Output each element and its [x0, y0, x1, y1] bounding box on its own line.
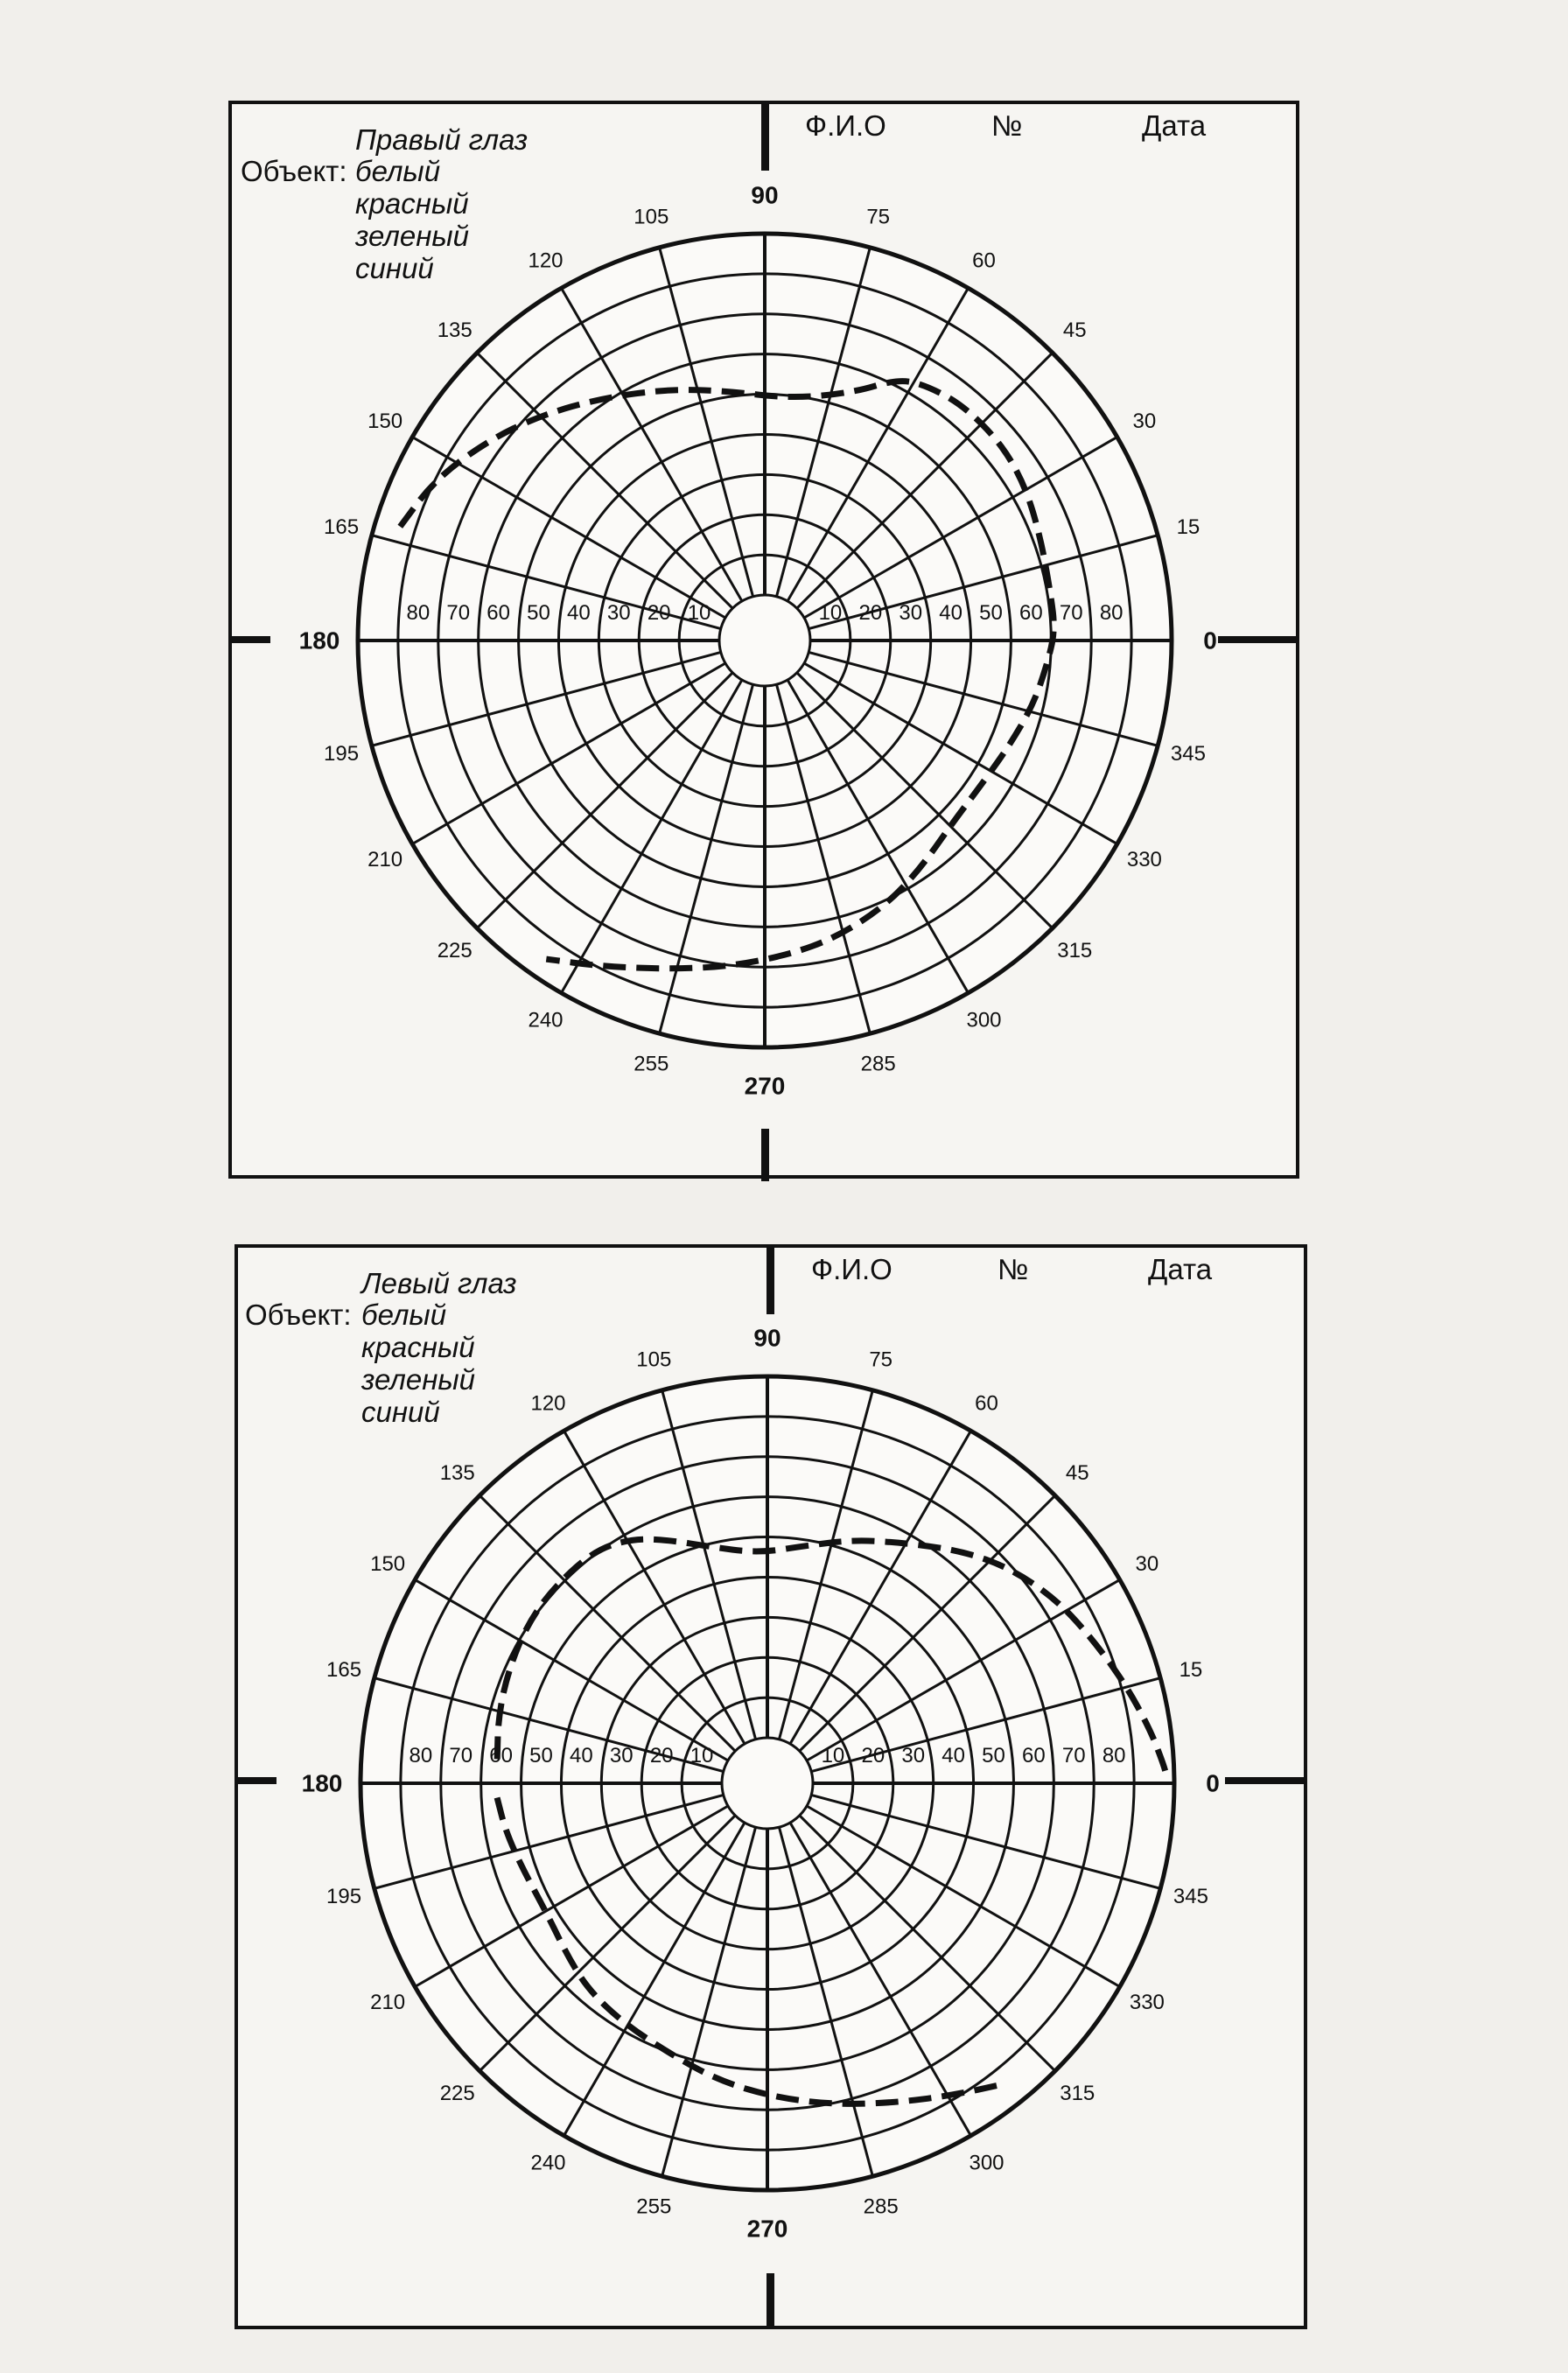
- meridian-label: 75: [866, 205, 891, 229]
- ring-degree-label: 10: [690, 1744, 714, 1768]
- meridian-label: 75: [869, 1348, 893, 1372]
- ring-degree-label: 80: [1099, 601, 1124, 625]
- meridian-label: 285: [863, 2194, 899, 2219]
- right-eye-perimetry-diagram: [232, 104, 1303, 1182]
- object-white: белый: [355, 155, 441, 187]
- meridian-label: 315: [1060, 2081, 1096, 2105]
- meridian-label: 15: [1179, 1657, 1203, 1682]
- registration-mark: [761, 101, 769, 171]
- ring-degree-label: 40: [942, 1744, 965, 1768]
- ring-degree-label: 10: [687, 601, 711, 625]
- meridian-label: 60: [975, 1391, 998, 1416]
- ring-degree-label: 50: [982, 1744, 1005, 1768]
- meridian-label: 270: [744, 1072, 786, 1100]
- ring-degree-label: 30: [606, 601, 631, 625]
- ring-degree-label: 20: [649, 1744, 674, 1768]
- header-name: Ф.И.О: [805, 109, 886, 142]
- left-eye-chart-frame: [234, 1244, 1307, 2329]
- ring-degree-label: 20: [861, 1744, 886, 1768]
- meridian-label: 345: [1172, 1885, 1208, 1909]
- meridian-label: 225: [439, 2081, 475, 2105]
- ring-degree-label: 20: [858, 601, 883, 625]
- meridian-label: 225: [437, 938, 472, 962]
- ring-degree-label: 40: [570, 1744, 593, 1768]
- meridian-label: 30: [1132, 410, 1157, 433]
- right-eye-chart-frame: [228, 101, 1299, 1179]
- meridian-label: 45: [1065, 1461, 1089, 1486]
- meridian-label: 255: [634, 1052, 669, 1076]
- meridian-label: 240: [528, 1008, 564, 1032]
- ring-degree-label: 80: [406, 601, 430, 625]
- ring-degree-label: 60: [489, 1744, 513, 1768]
- object-green: зеленый: [361, 1363, 475, 1396]
- meridian-label: 330: [1129, 1991, 1165, 2014]
- ring-degree-label: 10: [818, 601, 843, 625]
- registration-mark: [766, 2273, 774, 2329]
- meridian-label: 300: [969, 2151, 1004, 2175]
- meridian-label: 0: [1206, 1769, 1220, 1797]
- meridian-label: 150: [370, 1552, 406, 1576]
- meridian-label: 210: [368, 848, 403, 872]
- object-blue: синий: [355, 252, 434, 284]
- meridian-label: 180: [298, 626, 340, 654]
- meridian-label: 180: [301, 1769, 343, 1797]
- ring-degree-label: 20: [647, 601, 671, 625]
- ring-degree-label: 60: [1022, 1744, 1046, 1768]
- ring-degree-label: 70: [1059, 601, 1083, 625]
- meridian-label: 135: [437, 318, 472, 343]
- object-label: Объект:: [245, 1298, 352, 1331]
- meridian-label: 0: [1203, 626, 1217, 654]
- meridian-label: 105: [634, 205, 669, 229]
- meridian-label: 60: [972, 248, 996, 273]
- object-label: Объект:: [241, 155, 347, 187]
- meridian-label: 30: [1135, 1552, 1159, 1576]
- meridian-label: 135: [439, 1461, 475, 1486]
- object-red: красный: [355, 187, 469, 220]
- meridian-label: 300: [966, 1008, 1002, 1032]
- eye-label: Правый глаз: [355, 123, 528, 156]
- meridian-label: 240: [530, 2151, 566, 2175]
- object-blue: синий: [361, 1396, 440, 1428]
- ring-degree-label: 70: [449, 1744, 473, 1768]
- ring-degree-label: 10: [821, 1744, 845, 1768]
- registration-mark: [766, 1244, 774, 1314]
- header-date: Дата: [1148, 1253, 1213, 1285]
- meridian-label: 195: [326, 1885, 362, 1909]
- registration-mark: [1225, 1777, 1307, 1784]
- meridian-label: 270: [746, 2215, 788, 2243]
- meridian-label: 285: [860, 1052, 896, 1076]
- eye-label: Левый глаз: [361, 1267, 517, 1299]
- meridian-label: 150: [368, 410, 403, 433]
- meridian-label: 120: [528, 248, 564, 273]
- meridian-label: 45: [1062, 318, 1087, 343]
- object-red: красный: [361, 1331, 475, 1363]
- ring-degree-label: 60: [1019, 601, 1043, 625]
- header-date: Дата: [1142, 109, 1207, 142]
- meridian-label: 255: [636, 2194, 672, 2219]
- ring-degree-label: 60: [486, 601, 510, 625]
- ring-degree-label: 40: [939, 601, 962, 625]
- ring-degree-label: 40: [567, 601, 591, 625]
- meridian-label: 195: [324, 742, 360, 766]
- object-white: белый: [361, 1298, 447, 1331]
- meridian-label: 90: [751, 181, 779, 209]
- meridian-label: 210: [370, 1991, 406, 2014]
- meridian-label: 105: [636, 1348, 672, 1372]
- object-green: зеленый: [355, 220, 469, 252]
- left-eye-perimetry-diagram: [238, 1248, 1311, 2333]
- meridian-label: 120: [530, 1391, 566, 1416]
- header-name: Ф.И.О: [811, 1253, 892, 1285]
- registration-mark: [228, 636, 270, 643]
- perimetry-grid: [360, 1376, 1174, 2190]
- meridian-label: 15: [1176, 514, 1200, 539]
- header-number: №: [991, 109, 1023, 142]
- ring-degree-label: 30: [899, 601, 923, 625]
- meridian-label: 165: [326, 1657, 362, 1682]
- meridian-label: 165: [324, 514, 360, 539]
- registration-mark: [234, 1777, 276, 1784]
- ring-degree-label: 70: [1061, 1744, 1086, 1768]
- ring-degree-label: 80: [1102, 1744, 1126, 1768]
- ring-degree-label: 50: [527, 601, 550, 625]
- meridian-label: 330: [1126, 848, 1162, 872]
- meridian-label: 90: [753, 1324, 781, 1352]
- registration-mark: [1218, 636, 1299, 643]
- meridian-label: 315: [1057, 938, 1093, 962]
- ring-degree-label: 50: [529, 1744, 553, 1768]
- ring-degree-label: 80: [409, 1744, 433, 1768]
- ring-degree-label: 30: [609, 1744, 634, 1768]
- registration-mark: [761, 1129, 769, 1181]
- ring-degree-label: 30: [901, 1744, 926, 1768]
- header-number: №: [998, 1253, 1029, 1285]
- ring-degree-label: 50: [979, 601, 1003, 625]
- ring-degree-label: 70: [446, 601, 471, 625]
- meridian-label: 345: [1170, 742, 1206, 766]
